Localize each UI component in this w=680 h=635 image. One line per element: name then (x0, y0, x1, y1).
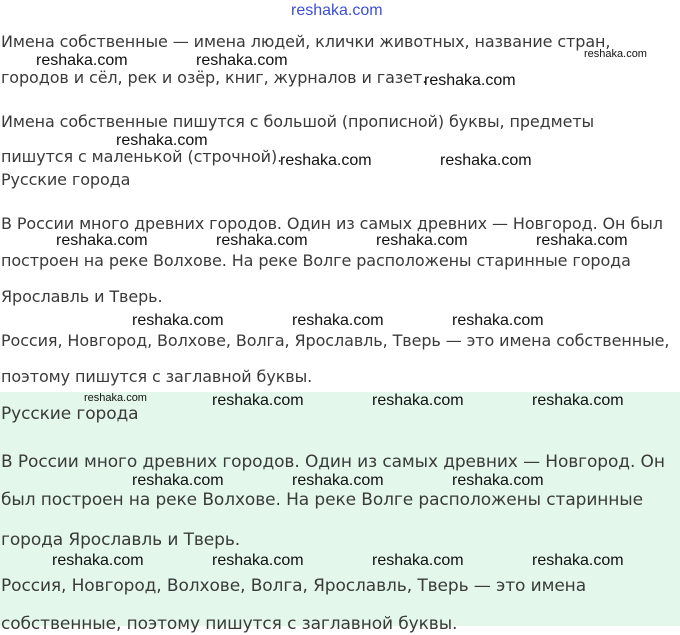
watermark: reshaka.com (372, 552, 464, 569)
watermark: reshaka.com (116, 132, 208, 149)
answer-line-3: города Ярославль и Тверь. (1, 530, 241, 550)
watermark: reshaka.com (52, 552, 144, 569)
watermark: reshaka.com (132, 472, 224, 489)
watermark: reshaka.com (280, 152, 372, 169)
watermark: reshaka.com (292, 312, 384, 329)
watermark: reshaka.com (452, 472, 544, 489)
answer-line-1: В России много древних городов. Один из самых древних — Новгород. Он (1, 452, 665, 472)
watermark: reshaka.com (536, 232, 628, 249)
watermark: reshaka.com (440, 152, 532, 169)
answer-line-5: собственные, поэтому пишутся с заглавной буквы. (1, 614, 458, 634)
answer-line-2: был построен на реке Волхове. На реке Волге расположены старинные (1, 490, 643, 510)
exercise-line-3: Ярославль и Тверь. (1, 287, 163, 306)
watermark: reshaka.com (424, 72, 516, 89)
site-watermark: reshaka.com (291, 2, 383, 19)
exercise-line-2: построен на реке Волхове. На реке Волге расположены старинные города (1, 251, 631, 270)
watermark: reshaka.com (452, 312, 544, 329)
theory-line-3: Имена собственные пишутся с большой (прописной) буквы, предметы (1, 112, 595, 131)
watermark: reshaka.com (216, 232, 308, 249)
watermark: reshaka.com (132, 312, 224, 329)
exercise-line-1: В России много древних городов. Один из самых древних — Новгород. Он был (1, 214, 663, 233)
exercise-title: Русские города (1, 170, 131, 189)
theory-line-1: Имена собственные — имена людей, клички животных, название стран, (1, 32, 611, 51)
watermark: reshaka.com (372, 392, 464, 409)
watermark: reshaka.com (532, 392, 624, 409)
exercise-line-4: Россия, Новгород, Волхове, Волга, Ярославль, Тверь — это имена собственные, (1, 331, 670, 350)
watermark: reshaka.com (376, 232, 468, 249)
watermark: reshaka.com (292, 472, 384, 489)
answer-title: Русские города (1, 404, 139, 424)
watermark: reshaka.com (84, 392, 147, 404)
watermark: reshaka.com (584, 48, 647, 60)
answer-line-4: Россия, Новгород, Волхове, Волга, Ярославль, Тверь — это имена (1, 576, 587, 596)
watermark: reshaka.com (212, 392, 304, 409)
watermark: reshaka.com (196, 52, 288, 69)
theory-line-4: пишутся с маленькой (строчной). (1, 147, 283, 166)
theory-line-2: городов и сёл, рек и озёр, книг, журналов и газет. (1, 68, 428, 87)
watermark: reshaka.com (56, 232, 148, 249)
watermark: reshaka.com (212, 552, 304, 569)
watermark: reshaka.com (36, 52, 128, 69)
exercise-line-5: поэтому пишутся с заглавной буквы. (1, 367, 313, 386)
watermark: reshaka.com (532, 552, 624, 569)
